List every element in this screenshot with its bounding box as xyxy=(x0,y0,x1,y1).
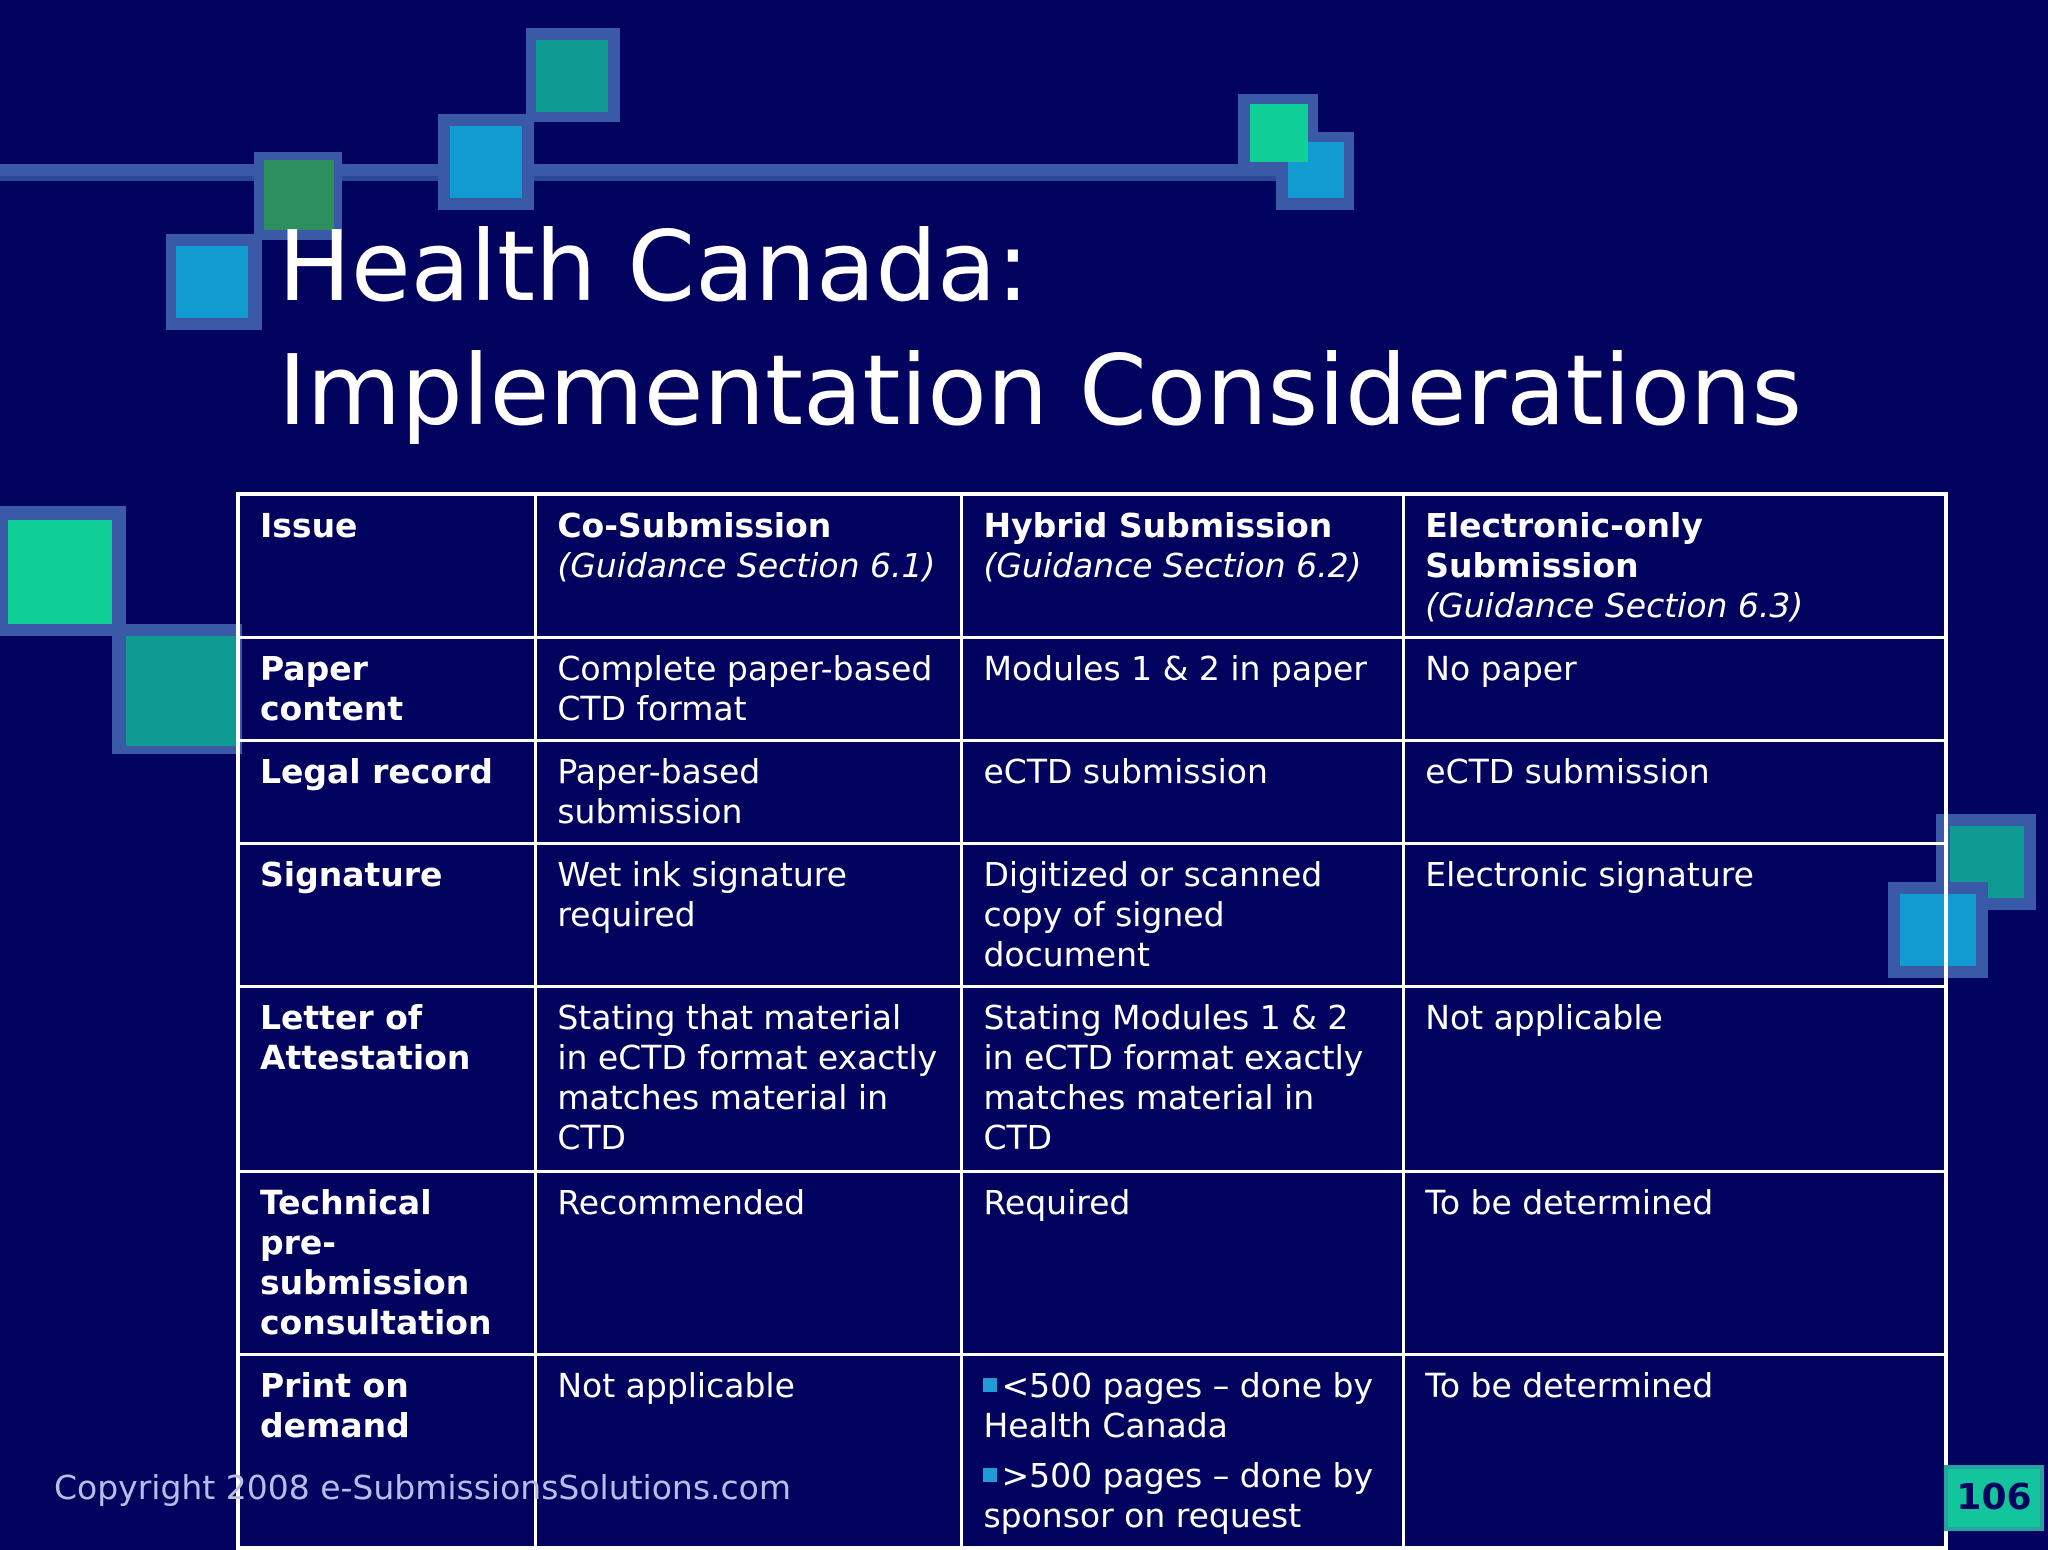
cell-co: Recommended xyxy=(536,1172,962,1355)
bullet-item: <500 pages – done by Health Canada xyxy=(983,1366,1374,1445)
title-line-2: Implementation Considerations xyxy=(278,334,1803,447)
cell-hybrid: Stating Modules 1 & 2 in eCTD format exactly matches material in CTD xyxy=(962,987,1404,1172)
table-row xyxy=(238,741,1946,844)
cell-hybrid: Required xyxy=(962,1172,1404,1355)
table-row xyxy=(238,844,1946,987)
row-issue: Technical pre-submission consultation xyxy=(238,1172,536,1355)
row-issue: Print on demand xyxy=(238,1355,536,1549)
cell-co: Not applicable xyxy=(536,1355,962,1549)
header-electronic-sub: (Guidance Section 6.3) xyxy=(1425,586,1804,625)
table-row xyxy=(238,638,1946,741)
square-bullet-icon xyxy=(983,1468,997,1482)
table-row xyxy=(238,1172,1946,1355)
cell-co: Complete paper-based CTD format xyxy=(536,638,962,741)
cell-electronic: To be determined xyxy=(1404,1355,1946,1549)
table-row xyxy=(238,1355,1946,1549)
cell-hybrid: eCTD submission xyxy=(962,741,1404,844)
comparison-table xyxy=(236,492,1948,1550)
cell-electronic: Electronic signature xyxy=(1404,844,1946,987)
cell-electronic: eCTD submission xyxy=(1404,741,1946,844)
header-co-sub: (Guidance Section 6.1) xyxy=(557,546,936,585)
row-issue: Signature xyxy=(238,844,536,987)
header-line xyxy=(0,164,1290,178)
cell-electronic: Not applicable xyxy=(1404,987,1946,1172)
copyright-footer: Copyright 2008 e-SubmissionsSolutions.com xyxy=(54,1468,791,1507)
square-bullet-icon xyxy=(983,1378,997,1392)
header-issue: Issue xyxy=(238,494,536,638)
cell-electronic: To be determined xyxy=(1404,1172,1946,1355)
row-issue: Letter of Attestation xyxy=(238,987,536,1172)
cell-hybrid: Modules 1 & 2 in paper xyxy=(962,638,1404,741)
header-hybrid-submission: Hybrid Submission (Guidance Section 6.2) xyxy=(962,494,1404,638)
header-co-submission: Co-Submission (Guidance Section 6.1) xyxy=(536,494,962,638)
table-header-row xyxy=(238,494,1946,638)
cell-co: Wet ink signature required xyxy=(536,844,962,987)
page-number: 106 xyxy=(1944,1465,2044,1531)
bullet-item: >500 pages – done by sponsor on request xyxy=(983,1456,1374,1535)
title-line-1: Health Canada: xyxy=(278,210,1030,323)
header-electronic-submission: Electronic-only Submission (Guidance Section 6.3) xyxy=(1404,494,1946,638)
row-issue: Legal record xyxy=(238,741,536,844)
cell-co: Paper-based submission xyxy=(536,741,962,844)
row-issue: Paper content xyxy=(238,638,536,741)
table-row xyxy=(238,987,1946,1172)
cell-electronic: No paper xyxy=(1404,638,1946,741)
cell-co: Stating that material in eCTD format exactly matches material in CTD xyxy=(536,987,962,1172)
header-hybrid-sub: (Guidance Section 6.2) xyxy=(983,546,1362,585)
cell-hybrid xyxy=(962,1355,1404,1549)
header-line-thin xyxy=(0,176,1290,181)
page-title xyxy=(278,205,1802,453)
cell-hybrid: Digitized or scanned copy of signed document xyxy=(962,844,1404,987)
